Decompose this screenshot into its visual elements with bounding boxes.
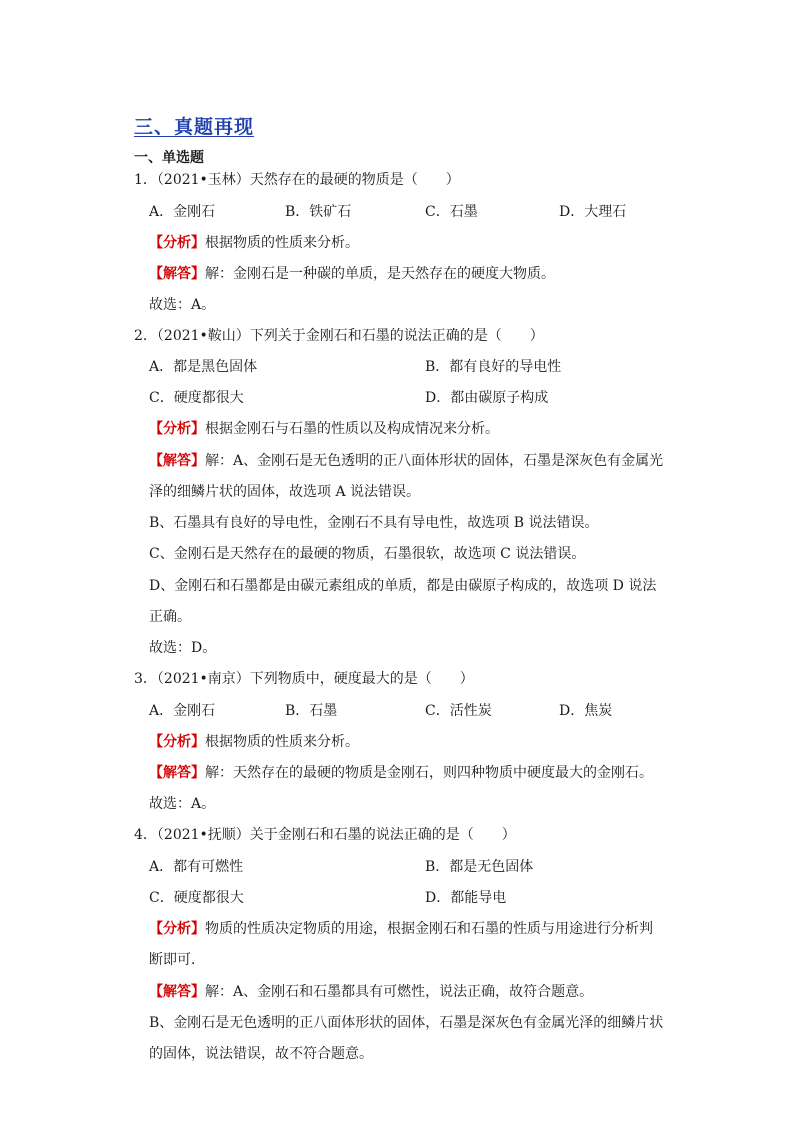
answer-line: B、金刚石是无色透明的正八面体形状的固体，石墨是深灰色有金属光泽的细鳞片状 xyxy=(149,1015,664,1031)
answer-tag: 【解答】 xyxy=(149,765,205,781)
question-3-analysis xyxy=(149,732,359,752)
question-2-option-c: C．硬度都很大 xyxy=(149,390,244,406)
analysis-text: 物质的性质决定物质的用途，根据金刚石和石墨的性质与用途进行分析判 xyxy=(205,921,653,937)
question-4-option-b: B．都是无色固体 xyxy=(425,859,534,875)
question-1-analysis xyxy=(149,233,359,253)
question-3-answer xyxy=(149,763,653,783)
analysis-text: 根据物质的性质来分析。 xyxy=(205,235,359,251)
section-title: 三、真题再现 xyxy=(134,116,255,138)
answer-text: 解：天然存在的最硬的物质是金刚石，则四种物质中硬度最大的金刚石。 xyxy=(205,765,653,781)
answer-text: 解：A、金刚石是无色透明的正八面体形状的固体，石墨是深灰色有金属光 xyxy=(205,453,664,469)
question-2-conclusion: 故选：D。 xyxy=(149,640,217,656)
question-3-option-a: A．金刚石 xyxy=(149,703,216,719)
analysis-tag: 【分析】 xyxy=(149,421,205,437)
analysis-tag: 【分析】 xyxy=(149,921,205,937)
analysis-text: 根据金刚石与石墨的性质以及构成情况来分析。 xyxy=(205,421,499,437)
answer-tag: 【解答】 xyxy=(149,266,205,282)
answer-line: 的固体，说法错误，故不符合题意。 xyxy=(149,1046,373,1062)
answer-line: 泽的细鳞片状的固体，故选项 A 说法错误。 xyxy=(149,484,421,500)
question-3-option-b: B．石墨 xyxy=(285,703,338,719)
answer-text: 解：A、金刚石和石墨都具有可燃性，说法正确，故符合题意。 xyxy=(205,984,594,1000)
question-4-option-d: D．都能导电 xyxy=(425,890,507,906)
question-2-option-b: B．都有良好的导电性 xyxy=(425,359,562,375)
analysis-line: 断即可． xyxy=(149,952,205,968)
answer-line: D、金刚石和石墨都是由碳元素组成的单质，都是由碳原子构成的，故选项 D 说法 xyxy=(149,578,657,594)
answer-line: C、金刚石是天然存在的最硬的物质，石墨很软，故选项 C 说法错误。 xyxy=(149,546,586,562)
analysis-tag: 【分析】 xyxy=(149,734,205,750)
subsection-title: 一、单选题 xyxy=(134,150,204,166)
question-1-option-b: B．铁矿石 xyxy=(285,204,352,220)
question-2-stem: 2．（2021•鞍山）下列关于金刚石和石墨的说法正确的是（ ） xyxy=(134,328,544,344)
question-1-answer xyxy=(149,264,555,284)
question-1-option-c: C．石墨 xyxy=(425,204,478,220)
question-4-analysis xyxy=(149,919,653,939)
answer-text: 解：金刚石是一种碳的单质，是天然存在的硬度大物质。 xyxy=(205,266,555,282)
question-3-stem: 3．（2021•南京）下列物质中，硬度最大的是（ ） xyxy=(134,671,474,687)
question-1-stem: 1．（2021•玉林）天然存在的最硬的物质是（ ） xyxy=(134,172,460,188)
question-2-option-d: D．都由碳原子构成 xyxy=(425,390,549,406)
answer-tag: 【解答】 xyxy=(149,984,205,1000)
question-2-option-a: A．都是黑色固体 xyxy=(149,359,258,375)
question-2-answer xyxy=(149,451,663,471)
question-1-option-a: A．金刚石 xyxy=(149,204,216,220)
question-3-option-d: D．焦炭 xyxy=(559,703,613,719)
question-4-option-c: C．硬度都很大 xyxy=(149,890,244,906)
question-4-stem: 4．（2021•抚顺）关于金刚石和石墨的说法正确的是（ ） xyxy=(134,827,516,843)
answer-tag: 【解答】 xyxy=(149,453,205,469)
question-3-conclusion: 故选：A。 xyxy=(149,796,216,812)
answer-line: 正确。 xyxy=(149,609,191,625)
question-3-option-c: C．活性炭 xyxy=(425,703,492,719)
answer-line: B、石墨具有良好的导电性，金刚石不具有导电性，故选项 B 说法错误。 xyxy=(149,515,599,531)
question-1-conclusion: 故选：A。 xyxy=(149,297,216,313)
question-4-answer xyxy=(149,982,593,1002)
analysis-text: 根据物质的性质来分析。 xyxy=(205,734,359,750)
question-4-option-a: A．都有可燃性 xyxy=(149,859,244,875)
question-2-analysis xyxy=(149,419,499,439)
question-1-option-d: D．大理石 xyxy=(559,204,627,220)
analysis-tag: 【分析】 xyxy=(149,235,205,251)
